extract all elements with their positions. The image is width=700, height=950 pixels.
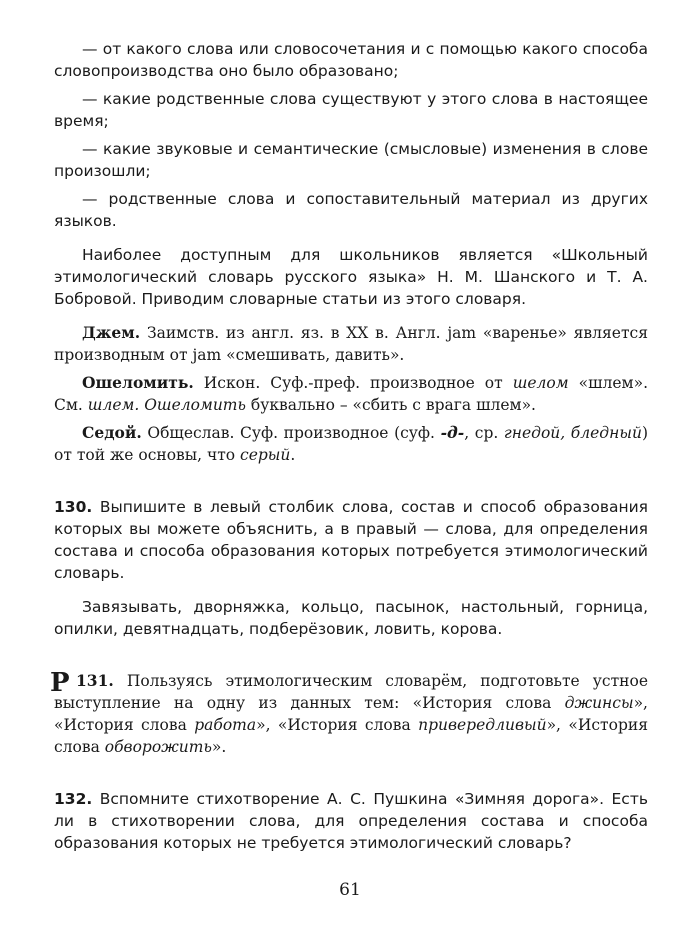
entry-text: «шлем». См. xyxy=(54,374,648,414)
entry-headword: Ошеломить. xyxy=(82,373,194,392)
list-item-4: — родственные слова и сопоставительный материал из других языков. xyxy=(54,190,648,230)
intro-paragraph: Наиболее доступным для школьников является «Школьный этимологический словарь русского языка» Н. М. Шанского и Т. А. Бобровой. Приводим словарные статьи из этого словаря. xyxy=(54,246,648,308)
entry-text: Общеслав. Суф. производное (суф. xyxy=(141,424,441,442)
task-number: 132. xyxy=(54,790,93,808)
entry-headword: Седой. xyxy=(82,423,142,442)
task-italic: джинсы xyxy=(564,694,634,712)
task-131 xyxy=(50,668,648,758)
task-132 xyxy=(54,788,648,854)
task-italic: обворожить xyxy=(104,738,212,756)
task-number: 130. xyxy=(54,498,93,516)
task-text: », «История слова xyxy=(256,716,419,734)
entry-headword: Джем. xyxy=(82,323,141,342)
entry-italic: гнедой, бледный xyxy=(503,424,642,442)
entry-italic: серый xyxy=(240,446,291,464)
dictionary-entry-osheломить xyxy=(54,372,648,416)
entry-italic: шелом xyxy=(512,374,569,392)
entry-text: . xyxy=(290,446,296,464)
entry-suffix: -д- xyxy=(440,423,465,442)
task-131-text xyxy=(54,670,648,758)
entry-body: Заимств. из англ. яз. в XX в. Англ. jam «варенье» является производным от jam «смешивать, давить». xyxy=(54,324,648,364)
dictionary-entry-jem xyxy=(54,322,648,366)
entry-text: буквально – «сбить с врага шлем». xyxy=(245,396,536,414)
list-item-1: — от какого слова или словосочетания и с помощью какого способа словопроизводства оно было образовано; xyxy=(54,40,648,80)
speech-task-marker: Р xyxy=(50,668,70,698)
task-text: », «История слова xyxy=(54,694,648,734)
task-text: ». xyxy=(211,738,227,756)
entry-text: Искон. Суф.-преф. производное от xyxy=(193,374,513,392)
task-text: Вспомните стихотворение А. С. Пушкина «Зимняя дорога». Есть ли в стихотворении слова, для определения состава и способа образования которых не требуется этимологический словарь? xyxy=(54,790,648,852)
task-italic: привередливый xyxy=(418,716,547,734)
task-text: », «История слова xyxy=(54,716,648,756)
dictionary-entry-sedoy xyxy=(54,422,648,466)
task-130-words: Завязывать, дворняжка, кольцо, пасынок, настольный, горница, опилки, девятнадцать, подберёзовик, ловить, корова. xyxy=(54,598,648,638)
task-italic: работа xyxy=(194,716,257,734)
task-number: 131. xyxy=(76,671,114,690)
task-130 xyxy=(54,496,648,584)
entry-text: ) от той же основы, что xyxy=(54,424,648,464)
page-number: 61 xyxy=(339,880,361,900)
list-item-3: — какие звуковые и семантические (смысловые) изменения в слове произошли; xyxy=(54,140,648,180)
entry-text: , ср. xyxy=(464,424,504,442)
textbook-page xyxy=(50,38,648,854)
list-item-2: — какие родственные слова существуют у этого слова в настоящее время; xyxy=(54,90,648,130)
task-text: Выпишите в левый столбик слова, состав и способ образования которых вы можете объяснить, а в правый — слова, для определения состава и способа образования которых потребуется этимологический словарь. xyxy=(54,498,648,582)
entry-italic: шлем. Ошеломить xyxy=(87,396,246,414)
task-text: Пользуясь этимологическим словарём, подготовьте устное выступление на одну из данных тем: «История слова xyxy=(54,672,648,712)
